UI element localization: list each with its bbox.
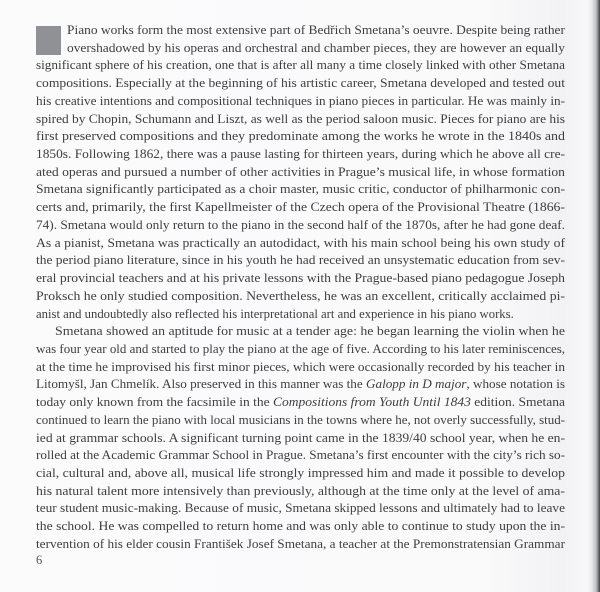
text-line-content: ied at grammar schools. A significant turning point came in the 1839/40 school year, when he en-	[36, 430, 565, 445]
text-line	[36, 111, 565, 129]
italic-title: Compositions from Youth Until 1843	[273, 395, 471, 410]
text-line	[36, 252, 565, 270]
text-line-content: cial, cultural and, above all, musical life strongly impressed him and made it possible to develop	[36, 465, 565, 480]
text-line	[36, 217, 565, 235]
text-line-content: Piano works form the most extensive part of Bedřich Smetana’s oeuvre. Despite being rather	[67, 23, 565, 37]
text-line	[36, 235, 565, 253]
section-marker-square	[36, 26, 61, 55]
text-line-content: significant sphere of his creation, one that is after all many a time closely linked with other Smetana	[36, 58, 565, 73]
text-line-content: rolled at the Academic Grammar School in Prague. Smetana’s first encounter with the city’s rich so-	[36, 448, 565, 463]
text-line-content: teur student music-making. Because of music, Smetana skipped lessons and ultimately had to leave	[36, 501, 565, 516]
paragraph	[36, 323, 565, 553]
text-line-content: his natural talent more intensively than previously, although at the time only at the level of ama-	[36, 483, 565, 498]
text-line-content: his creative intentions and compositional techniques in piano pieces in particular. He was mainly in-	[36, 93, 565, 108]
text-line	[36, 270, 565, 288]
text-line	[36, 483, 565, 501]
text-line	[36, 164, 565, 182]
text-line-content: As a pianist, Smetana was practically an autodidact, with his main school being his own study of	[36, 235, 565, 250]
text-line	[36, 22, 565, 40]
text-line	[36, 430, 565, 448]
text-line-content: certs and, primarily, the first Kapellmeister of the Czech opera of the Provisional Theatre (1866-	[36, 200, 565, 215]
text-line	[36, 359, 565, 377]
text-line	[36, 128, 565, 146]
text-segment: , whose notation is	[466, 377, 565, 392]
text-line-content: Smetana showed an aptitude for music at a tender age: he began learning the violin when he	[55, 324, 565, 339]
text-line-content: spired by Chopin, Schumann and Liszt, as well as the period saloon music. Pieces for piano are his	[36, 111, 565, 126]
text-segment: Litomyšl, Jan Chmelík. Also preserved in this manner was the	[36, 377, 367, 392]
text-line	[36, 518, 565, 536]
text-block	[36, 22, 565, 554]
paragraph	[36, 22, 565, 323]
text-line	[36, 288, 565, 306]
text-line	[36, 93, 565, 111]
text-line-content: the period piano literature, since in his youth he had received an unsystematic education from sev-	[36, 253, 565, 268]
text-line	[36, 306, 565, 324]
text-line-content: tervention of his elder cousin František Josef Smetana, a teacher at the Premonstratensian Grammar	[36, 536, 565, 551]
italic-title: Galopp in D major	[366, 377, 467, 392]
text-line-content: overshadowed by his operas and orchestral and chamber pieces, they are however an equally	[67, 40, 565, 55]
text-line	[36, 412, 565, 430]
text-line-content: compositions. Especially at the beginning of his artistic career, Smetana developed and tested out	[36, 76, 565, 91]
text-line-content: anist and undoubtedly also reflected his interpretational art and experience in his piano works.	[36, 306, 514, 321]
text-line-content: Smetana significantly participated as a choir master, music critic, conductor of philharmonic con-	[36, 182, 565, 197]
text-line	[36, 394, 565, 412]
text-line-content	[36, 376, 565, 394]
text-line	[36, 500, 565, 518]
text-line	[36, 40, 565, 58]
text-line-content: continued to learn the piano with local musicians in the towns where he, not overly successfully, stud-	[36, 412, 565, 427]
text-line-content: Proksch he only studied composition. Nevertheless, he was an excellent, critically acclaimed pi-	[36, 288, 565, 303]
text-line-content: was four year old and started to play the piano at the age of five. According to his later reminiscences,	[36, 341, 565, 356]
text-line-content: 1850s. Following 1862, there was a pause lasting for thirteen years, during which he above all cre-	[36, 147, 565, 162]
text-line	[36, 465, 565, 483]
text-line-content	[36, 394, 565, 412]
text-line-content: ated operas and pursued a number of other activities in Prague’s musical life, in whose formation	[36, 164, 565, 179]
text-line	[36, 447, 565, 465]
page-edge-shadow	[587, 0, 600, 592]
text-segment: today only known from the facsimile in the	[36, 395, 274, 410]
text-line	[36, 146, 565, 164]
text-segment: edition. Smetana	[470, 395, 565, 410]
text-line-content: eral provincial teachers and at his private lessons with the Prague-based piano pedagogue Joseph	[36, 271, 565, 286]
text-line	[36, 57, 565, 75]
text-line	[36, 376, 565, 394]
text-line	[36, 181, 565, 199]
text-line-content: 74). Smetana would only return to the piano in the second half of the 1870s, after he had gone deaf.	[36, 217, 565, 232]
text-line	[36, 199, 565, 217]
text-line	[36, 341, 565, 359]
text-line	[36, 536, 565, 554]
text-line	[36, 323, 565, 341]
text-line	[36, 75, 565, 93]
page-number: 6	[36, 553, 43, 567]
text-line-content: at the time he improvised his first minor pieces, which were occasionally recorded by his teacher in	[36, 359, 565, 374]
text-line-content: the school. He was compelled to return home and was only able to continue to study upon the in-	[36, 519, 565, 534]
text-line-content: first preserved compositions and they predominate among the works he wrote in the 1840s and	[36, 129, 565, 144]
